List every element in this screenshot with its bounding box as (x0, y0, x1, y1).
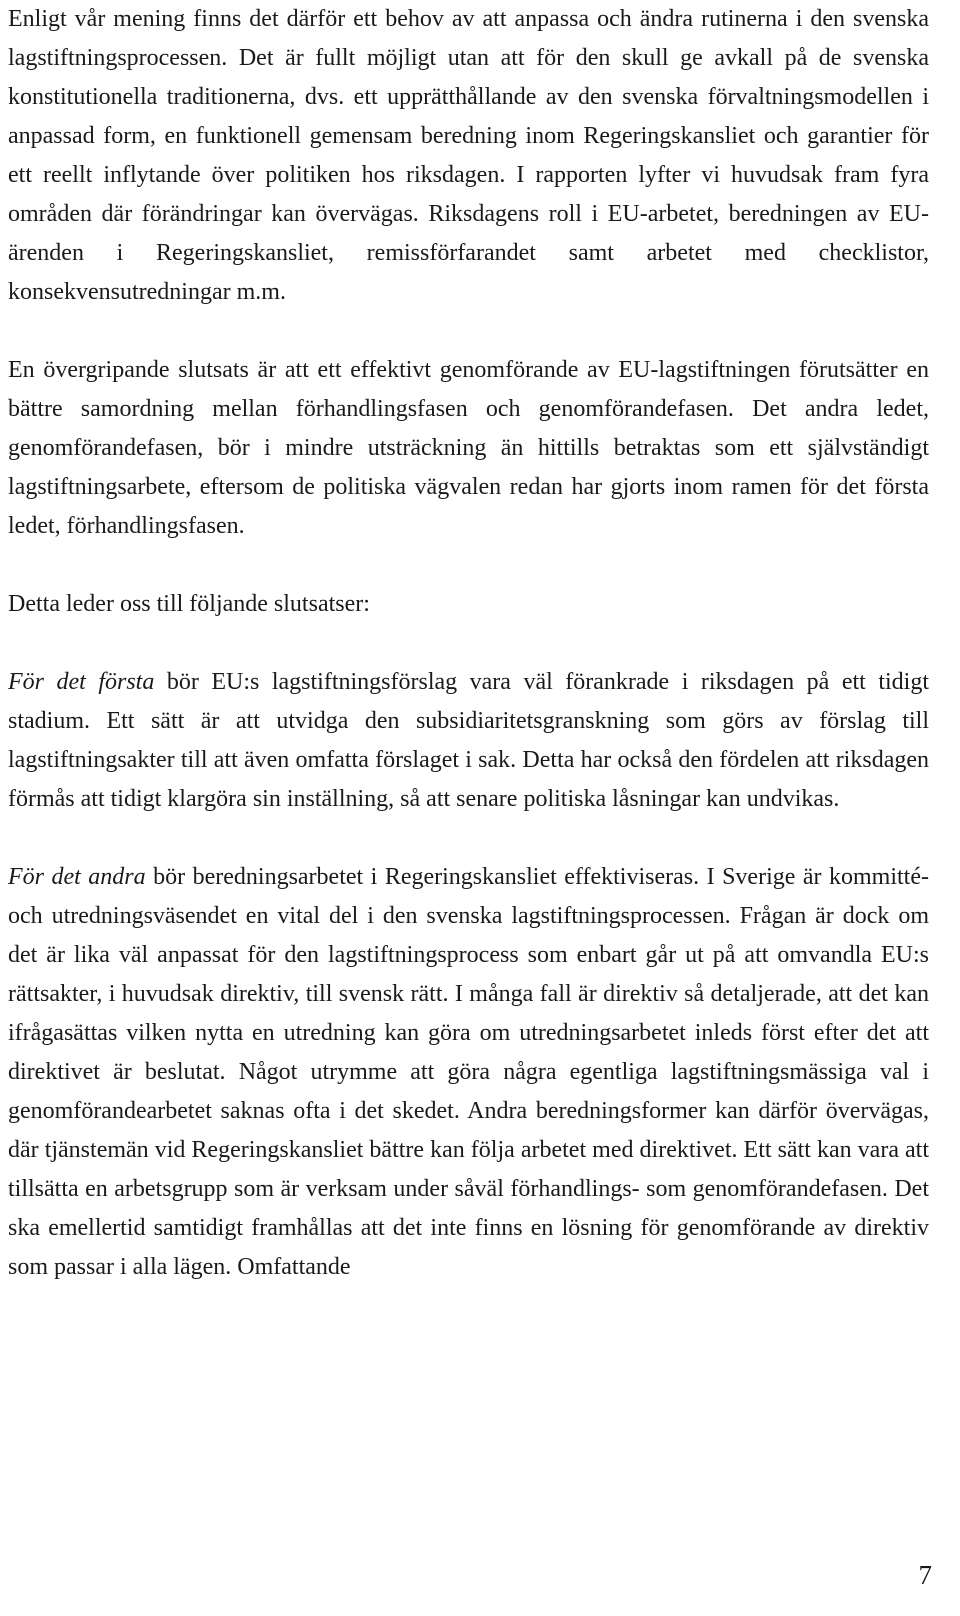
paragraph-gap (8, 624, 929, 663)
paragraph-5 (8, 858, 929, 1287)
paragraph-4-text: bör EU:s lagstiftningsförslag vara väl förankrade i riksdagen på ett tidigt stadium. Ett sätt är att utvidga den subsidiaritetsgranskning som görs av förslag till lagstiftningsakter till att även omfatta förslaget i sak. Detta har också den fördelen att riksdagen förmås att tidigt klargöra sin inställning, så att senare politiska låsningar kan undvikas. (8, 669, 929, 812)
paragraph-5-lead: För det andra (8, 864, 146, 890)
paragraph-4-lead: För det första (8, 669, 155, 695)
paragraph-gap (8, 546, 929, 585)
page-number: 7 (918, 1560, 932, 1590)
paragraph-5-text: bör beredningsarbetet i Regeringskansliet effektiviseras. I Sverige är kommitté- och utredningsväsendet en vital del i den svenska lagstiftningsprocessen. Frågan är dock om det är lika väl anpassat för den lagstiftningsprocess som enbart går ut på att omvandla EU:s rättsakter, i huvudsak direktiv, till svensk rätt. I många fall är direktiv så detaljerade, att det kan ifrågasättas vilken nytta en utredning kan göra om utredningsarbetet inleds först efter det att direktivet är beslutat. Något utrymme att göra några egentliga lagstiftningsmässiga val i genomförandearbetet saknas ofta i det skedet. Andra beredningsformer kan därför övervägas, där tjänstemän vid Regeringskansliet bättre kan följa arbetet med direktivet. Ett sätt kan vara att tillsätta en arbetsgrupp som är verksam under såväl förhandlings- som genomförandefasen. Det ska emellertid samtidigt framhållas att det inte finns en lösning för genomförande av direktiv som passar i alla lägen. Omfattande (8, 864, 929, 1280)
paragraph-4 (8, 663, 929, 819)
document-body (8, 0, 929, 1287)
paragraph-3: Detta leder oss till följande slutsatser: (8, 591, 370, 617)
paragraph-2: En övergripande slutsats är att ett effektivt genomförande av EU-lagstiftningen förutsätter en bättre samordning mellan förhandlingsfasen och genomförandefasen. Det andra ledet, genomförandefasen, bör i mindre utsträckning än hittills betraktas som ett självständigt lagstiftningsarbete, eftersom de politiska vägvalen redan har gjorts inom ramen för det första ledet, förhandlingsfasen. (8, 357, 929, 539)
paragraph-1: Enligt vår mening finns det därför ett behov av att anpassa och ändra rutinerna i den svenska lagstiftningsprocessen. Det är fullt möjligt utan att för den skull ge avkall på de svenska konstitutionella traditionerna, dvs. ett upprätthållande av den svenska förvaltningsmodellen i anpassad form, en funktionell gemensam beredning inom Regeringskansliet och garantier för ett reellt inflytande över politiken hos riksdagen. I rapporten lyfter vi huvudsak fram fyra områden där förändringar kan övervägas. Riksdagens roll i EU-arbetet, beredningen av EU-ärenden i Regeringskansliet, remissförfarandet samt arbetet med checklistor, konsekvensutredningar m.m. (8, 6, 929, 305)
paragraph-gap (8, 312, 929, 351)
paragraph-gap (8, 819, 929, 858)
